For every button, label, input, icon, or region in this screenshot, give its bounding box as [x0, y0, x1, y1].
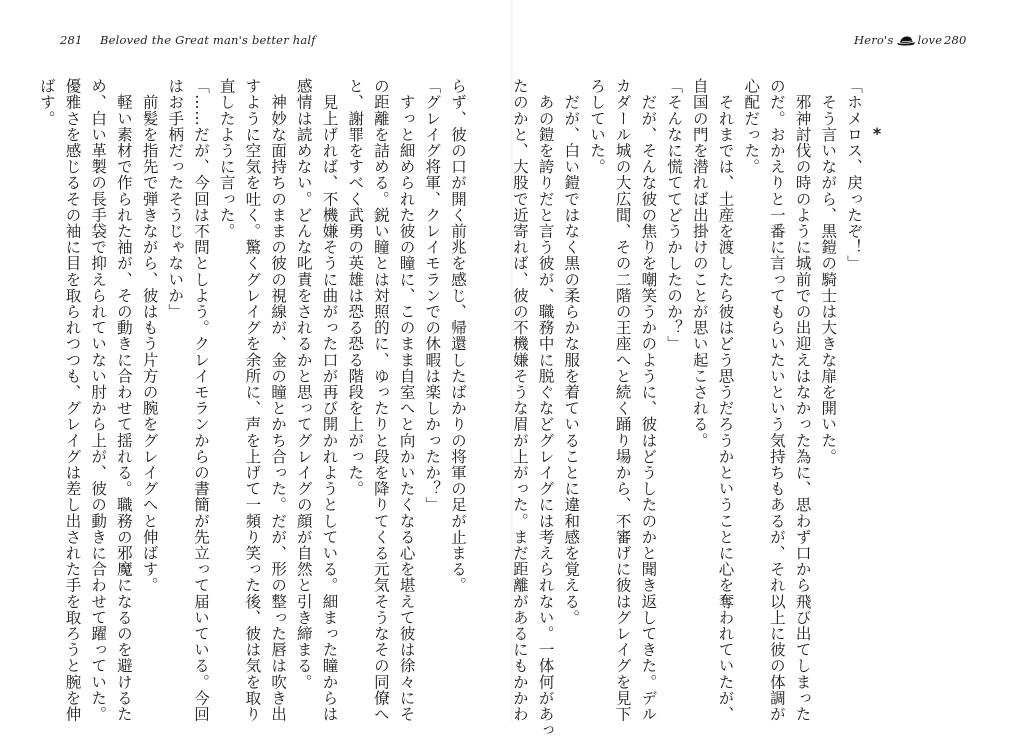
- left-page-text: [37, 78, 470, 722]
- text-column: 直したように言った。: [217, 78, 236, 239]
- text-column: それまでは、土産を渡したら彼はどう思うだろうかということに心を奪われていたが、: [716, 78, 735, 722]
- text-column: たのかと、大股で近寄れば、彼の不機嫌そうな眉が上がった。まだ距離があるにもかかわ: [510, 78, 529, 722]
- text-column: の距離を詰める。鋭い瞳とは対照的に、ゆったりと段を降りてくる元気そうなその同僚へ: [371, 78, 390, 722]
- text-column: すように空気を吐く。驚くグレイグを余所に、声を上げて一頻り笑った後、彼は気を取り: [243, 78, 262, 722]
- text-column: 軽い素材で作られた袖が、その動きに合わせて揺れる。職務の邪魔になるのを避けるた: [114, 78, 133, 722]
- text-column: 神妙な面持ちのままの彼の視線が、金の瞳とかち合った。だが、形の整った唇は吹き出: [269, 78, 288, 722]
- hat-icon: [896, 35, 916, 46]
- right-title-suffix: love: [917, 33, 943, 47]
- right-running-title: [854, 33, 942, 47]
- text-column: 見上げれば、不機嫌そうに曲がった口が再び開かれようとしている。細まった瞳からは: [320, 78, 339, 722]
- text-column: だが、そんな彼の焦りを嘲笑うかのように、彼はどうしたのかと聞き返してきた。デル: [639, 78, 658, 722]
- text-column: 感情は読めない。どんな叱責をされるかと思ってグレイグの顔が自然と引き締まる。: [294, 78, 313, 690]
- text-column: あの鎧を誇りだと言う彼が、職務中に脱ぐなどグレイグには考えられない。一体何があっ: [536, 78, 555, 738]
- section-break-asterisk: *: [872, 124, 882, 143]
- text-column: 「グレイグ将軍、クレイモランでの休暇は楽しかったか？」: [423, 78, 442, 513]
- text-column: と、謝罪をすべく武勇の英雄は恐る恐る階段を上がった。: [346, 78, 365, 497]
- right-page-text: [510, 78, 866, 738]
- text-column: 心配だった。: [742, 78, 761, 175]
- text-column: め、白い革製の長手袋で抑えられていない肘から上が、彼の動きに合わせて躍っていた。: [89, 78, 108, 722]
- text-column: 前髪を指先で弾きながら、彼はもう片方の腕をグレイグへと伸ばす。: [140, 78, 159, 594]
- text-column: カダール城の大広間、その二階の王座へと続く踊り場から、不審げに彼はグレイグを見下: [613, 78, 632, 722]
- right-title-prefix: Hero's: [854, 33, 894, 47]
- text-column: ばす。: [37, 78, 56, 127]
- text-column: 自国の門を潜れば出掛けのことが思い起こされる。: [690, 78, 709, 449]
- text-column: らず、彼の口が開く前兆を感じ、帰還したばかりの将軍の足が止まる。: [449, 78, 467, 594]
- text-column: そう言いながら、黒鎧の騎士は大きな扉を開いた。: [819, 78, 838, 465]
- right-page-number: 280: [944, 33, 967, 47]
- text-column: すっと細められた彼の瞳に、このまま自室へと向かいたくなる心を堪えて彼は徐々にそ: [397, 78, 416, 722]
- left-page-number: 281: [60, 33, 83, 47]
- text-column: はお手柄だったそうじゃないか」: [166, 78, 185, 320]
- text-column: 「……だが、今回は不問としよう。クレイモランからの書簡が先立って届いている。今回: [191, 78, 210, 722]
- left-running-title: Beloved the Great man's better half: [100, 33, 316, 47]
- text-column: 「そんなに慌ててどうかしたのか？」: [665, 78, 684, 352]
- text-column: のだ。おかえりと一番に言ってもらいたいという気持ちもあるが、それ以上に彼の体調が: [767, 78, 786, 722]
- text-column: ろしていた。: [587, 78, 606, 175]
- text-column: 優雅さを感じるその袖に目を取られつつも、グレイグは差し出された手を取ろうと腕を伸: [63, 78, 82, 722]
- text-column: だが、白い鎧ではなく黒の柔らかな服を着ていることに違和感を覚える。: [562, 78, 581, 626]
- text-column: 「ホメロス、戻ったぞ！」: [845, 78, 863, 272]
- text-column: 邪神討伐の時のように城前での出迎えはなかった為に、思わず口から飛び出てしまった: [793, 78, 812, 722]
